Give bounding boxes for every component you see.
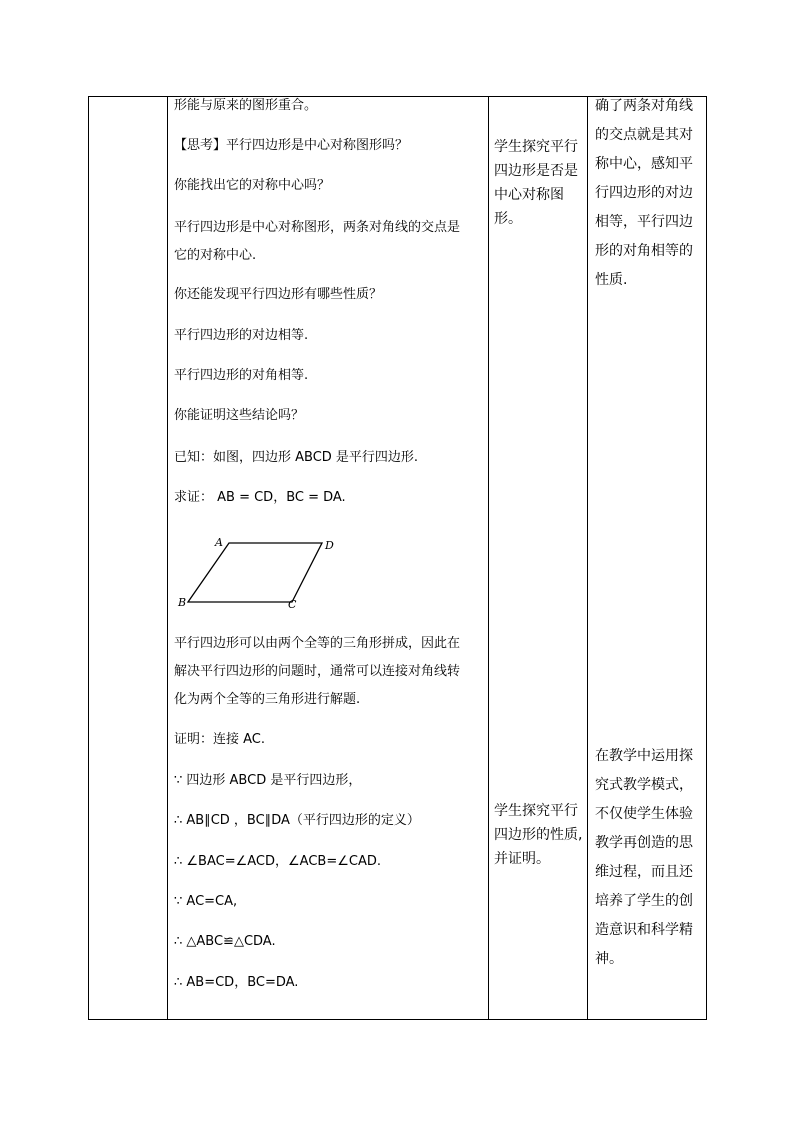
vertex-label-a: A bbox=[215, 536, 223, 549]
proof-step: ∵ AC=CA, bbox=[174, 894, 238, 909]
student-activity-2 bbox=[494, 799, 589, 871]
activity-line: 学生探究平行 bbox=[494, 803, 578, 819]
content-line: 你能证明这些结论吗？ bbox=[174, 408, 305, 423]
content-line: 【思考】平行四边形是中心对称图形吗？ bbox=[174, 138, 409, 153]
column-divider-2 bbox=[488, 96, 489, 1020]
parallelogram-diagram bbox=[174, 532, 344, 617]
parallelogram-figure bbox=[174, 532, 344, 617]
content-line: 化为两个全等的三角形进行解题. bbox=[174, 692, 361, 707]
proof-step: ∵ 四边形 ABCD 是平行四边形， bbox=[174, 773, 362, 788]
content-line: 平行四边形的对边相等. bbox=[174, 328, 309, 343]
proof-step: ∴ ∠BAC=∠ACD，∠ACB=∠CAD. bbox=[174, 854, 381, 869]
activity-line: 中心对称图形。 bbox=[494, 187, 564, 227]
activity-line: 四边形是否是 bbox=[494, 163, 578, 179]
content-line: 它的对称中心. bbox=[174, 248, 257, 263]
intent-line: 培养了学生的创 bbox=[595, 893, 693, 909]
given-statement: 已知：如图，四边形 ABCD 是平行四边形. bbox=[174, 450, 419, 465]
column-divider-3 bbox=[587, 96, 588, 1020]
intent-line: 神。 bbox=[595, 951, 623, 967]
intent-line: 形的对角相等的 bbox=[595, 243, 693, 259]
content-line: 形能与原来的图形重合。 bbox=[174, 98, 318, 113]
proof-step: ∴ AB=CD，BC=DA. bbox=[174, 975, 299, 990]
activity-line: 四边形的性质, bbox=[494, 827, 583, 843]
intent-line: 确了两条对角线 bbox=[595, 98, 693, 114]
content-line: 平行四边形是中心对称图形，两条对角线的交点是 bbox=[174, 220, 461, 235]
parallelogram-shape bbox=[188, 543, 322, 602]
vertex-label-c: C bbox=[288, 598, 297, 611]
table-left-border bbox=[88, 96, 89, 1020]
intent-line: 教学再创造的思 bbox=[595, 835, 693, 851]
intent-line: 维过程，而且还 bbox=[595, 864, 693, 880]
design-intent-2 bbox=[595, 742, 703, 974]
design-intent-1 bbox=[595, 92, 703, 295]
content-line: 你能找出它的对称中心吗？ bbox=[174, 178, 331, 193]
vertex-label-b: B bbox=[178, 596, 187, 609]
intent-line: 行四边形的对边 bbox=[595, 185, 693, 201]
proof-step: 证明：连接 AC. bbox=[174, 732, 266, 747]
content-line: 平行四边形可以由两个全等的三角形拼成，因此在 bbox=[174, 636, 461, 651]
intent-line: 不仅使学生体验 bbox=[595, 806, 693, 822]
column-divider-1 bbox=[167, 96, 168, 1020]
intent-line: 性质. bbox=[595, 272, 628, 288]
intent-line: 称中心，感知平 bbox=[595, 156, 693, 172]
intent-line: 相等，平行四边 bbox=[595, 214, 693, 230]
vertex-label-d: D bbox=[325, 539, 334, 552]
intent-line: 究式教学模式， bbox=[595, 777, 693, 793]
intent-line: 在教学中运用探 bbox=[595, 748, 693, 764]
student-activity-1 bbox=[494, 135, 589, 231]
table-bottom-border bbox=[88, 1019, 707, 1020]
intent-line: 的交点就是其对 bbox=[595, 127, 693, 143]
activity-line: 并证明。 bbox=[494, 851, 550, 867]
intent-line: 造意识和科学精 bbox=[595, 922, 693, 938]
content-line: 解决平行四边形的问题时，通常可以连接对角线转 bbox=[174, 664, 461, 679]
content-line: 你还能发现平行四边形有哪些性质？ bbox=[174, 287, 383, 302]
activity-line: 学生探究平行 bbox=[494, 139, 578, 155]
table-right-border bbox=[706, 96, 707, 1020]
prove-statement: 求证： AB = CD，BC = DA. bbox=[174, 490, 346, 505]
proof-step: ∴ AB∥CD ，BC∥DA（平行四边形的定义） bbox=[174, 813, 420, 828]
content-line: 平行四边形的对角相等. bbox=[174, 368, 309, 383]
proof-step: ∴ △ABC≌△CDA. bbox=[174, 934, 276, 949]
